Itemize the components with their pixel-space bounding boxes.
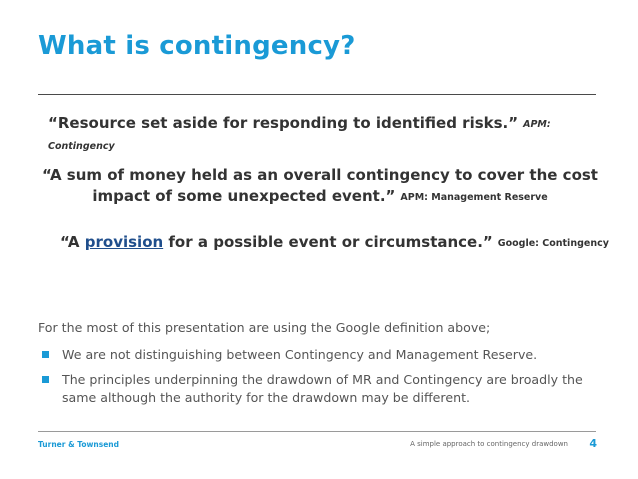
quote-text-pre: “A — [60, 233, 85, 251]
quote-source: APM: Management Reserve — [400, 192, 548, 203]
provision-link[interactable]: provision — [84, 233, 164, 251]
title-divider — [38, 94, 596, 95]
list-item — [42, 346, 602, 364]
bullet-text: We are not distinguishing between Contingency and Management Reserve. — [62, 347, 538, 362]
intro-text: For the most of this presentation are using the Google definition above; — [38, 320, 491, 335]
quote-google-contingency — [60, 232, 620, 254]
footer-divider — [38, 431, 596, 432]
quote-text-post: for a possible event or circumstance.” — [163, 233, 493, 251]
quote-text-line1: “A sum of money held as an overall contingency to cover the cost — [42, 166, 598, 184]
quote-apm-contingency — [48, 113, 608, 157]
bullet-list — [42, 346, 602, 414]
bullet-square-icon — [42, 351, 49, 358]
page-number: 4 — [589, 437, 597, 450]
bullet-text: The principles underpinning the drawdown of MR and Contingency are broadly the same although the authority for the drawdown may be different. — [62, 372, 583, 405]
list-item — [42, 371, 602, 407]
quote-text-line2: impact of some unexpected event.” — [92, 187, 396, 205]
quote-text: “Resource set aside for responding to identified risks.” — [48, 114, 519, 132]
slide-title: What is contingency? — [38, 31, 356, 61]
footer-subtitle: A simple approach to contingency drawdown — [410, 440, 568, 448]
quote-source: APM: Contingency — [48, 119, 551, 152]
bullet-square-icon — [42, 376, 49, 383]
brand-logo-text: Turner & Townsend — [38, 440, 120, 449]
quote-apm-management-reserve — [40, 165, 600, 208]
quote-source: Google: Contingency — [497, 238, 609, 249]
